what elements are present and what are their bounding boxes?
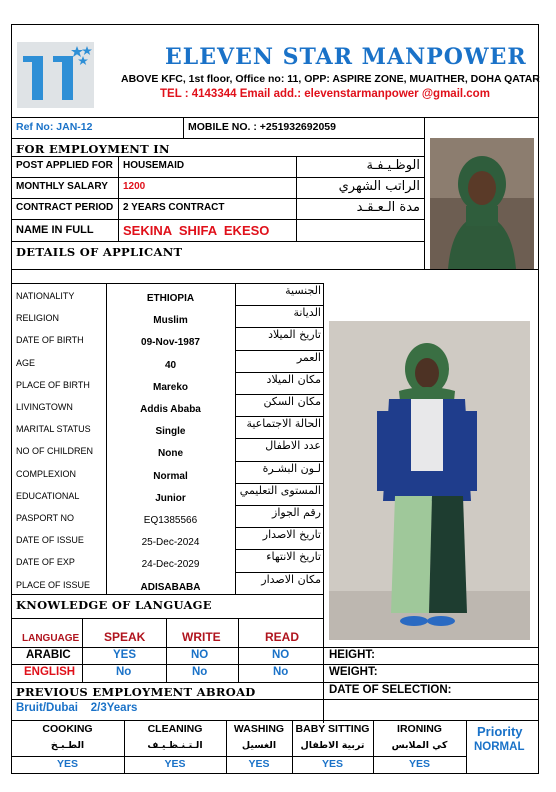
employment-row-arabic: الراتب الشهري: [338, 179, 420, 194]
height-label: HEIGHT:: [329, 649, 375, 661]
detail-row-arabic: الحالة الاجتماعية: [246, 417, 321, 431]
skill-name-arabic: الطـبـخ: [50, 740, 85, 751]
company-address: ABOVE KFC, 1st floor, Office no: 11, OPP: ASPIRE ZONE, MUAITHER, DOHA QATAR: [121, 73, 540, 85]
skill-value: YES: [408, 758, 430, 770]
detail-row-value: Single: [155, 426, 186, 438]
skill-value: YES: [56, 758, 78, 770]
employment-row-label: CONTRACT PERIOD: [16, 202, 114, 213]
skill-name: COOKING: [42, 723, 93, 735]
detail-row-arabic: المستوى التعليمي: [239, 483, 321, 497]
language-header-speak: SPEAK: [104, 630, 146, 644]
applicant-portrait-photo: [430, 138, 534, 269]
ref-label: Ref No: JAN-12: [16, 121, 93, 133]
employment-row-arabic: مدة الـعـقـد: [356, 200, 420, 215]
skill-name: IRONING: [397, 723, 442, 735]
name-value: SEKINA SHIFA EKESO: [123, 223, 270, 238]
priority-value: NORMAL: [474, 741, 525, 753]
language-header-read: READ: [265, 630, 300, 644]
arabic-write: NO: [191, 649, 209, 661]
detail-row-arabic: العمر: [296, 350, 321, 364]
previous-employment-value: Bruit/Dubai 2/3Years: [16, 702, 138, 714]
detail-row-arabic: عدد الاطفال: [265, 439, 321, 453]
detail-row-arabic: مكان السكن: [263, 395, 321, 408]
arabic-speak: YES: [113, 649, 137, 661]
detail-row-arabic: تاريخ الاصدار: [262, 528, 321, 542]
ref-value: JAN-12: [56, 121, 93, 133]
detail-row-label: LIVINGTOWN: [16, 402, 73, 412]
detail-row-value: Muslim: [153, 315, 188, 327]
detail-row-label: PLACE OF BIRTH: [16, 379, 90, 390]
detail-row-label: DATE OF BIRTH: [16, 335, 84, 346]
employment-row-value: 1200: [123, 181, 146, 192]
employment-row-arabic: الوظـيـفـة: [366, 158, 420, 173]
detail-row-value: ADISABABA: [140, 581, 201, 593]
name-label: NAME IN FULL: [16, 224, 94, 236]
detail-row-arabic: لـون البشـرة: [262, 461, 321, 475]
eleven-stars-logo-icon: [17, 42, 94, 108]
detail-row-value: None: [158, 448, 183, 460]
detail-row-arabic: تاريخ الميلاد: [268, 328, 321, 342]
detail-row-label: RELIGION: [16, 313, 60, 324]
employment-section-title: FOR EMPLOYMENT IN: [16, 142, 170, 156]
company-name: ELEVEN STAR MANPOWER: [165, 44, 527, 70]
skill-name: BABY SITTING: [295, 723, 370, 735]
company-contact: TEL : 4143344 Email add.: elevenstarmanpower @gmail.com: [160, 88, 490, 100]
detail-row-label: DATE OF EXP: [16, 557, 75, 568]
skill-value: YES: [321, 758, 343, 770]
employment-row-value: HOUSEMAID: [123, 160, 185, 171]
detail-row-arabic: مكان الاصدار: [261, 572, 321, 586]
company-logo: [17, 42, 94, 108]
detail-row-label: DATE OF ISSUE: [16, 535, 84, 546]
skill-name-arabic: الغسيل: [241, 740, 277, 751]
detail-row-arabic: مكان الميلاد: [266, 372, 321, 386]
language-english: ENGLISH: [24, 666, 76, 678]
priority-label: Priority: [477, 724, 523, 739]
arabic-read: NO: [272, 649, 290, 661]
detail-row-value: Addis Ababa: [140, 404, 201, 415]
detail-row-arabic: رقم الجواز: [272, 506, 321, 519]
detail-row-value: Mareko: [152, 381, 188, 393]
skill-name-arabic: الـتـنـظـيـف: [147, 740, 203, 751]
detail-row-value: Junior: [155, 492, 186, 504]
detail-row-value: ETHIOPIA: [146, 293, 195, 304]
detail-row-label: NATIONALITY: [16, 291, 75, 301]
employment-row-value: 2 YEARS CONTRACT: [123, 202, 225, 213]
skill-name: WASHING: [233, 723, 285, 735]
detail-row-value: 25-Dec-2024: [141, 537, 200, 549]
date-of-selection-label: DATE OF SELECTION:: [329, 684, 452, 696]
english-speak: No: [116, 666, 132, 678]
detail-row-arabic: الديانة: [293, 306, 321, 320]
skill-name-arabic: تربية الاطفال: [300, 740, 365, 751]
language-header-language: LANGUAGE: [22, 633, 80, 644]
detail-row-value: 24-Dec-2029: [141, 559, 200, 571]
detail-row-value: Normal: [153, 470, 188, 482]
employment-row-label: POST APPLIED FOR: [16, 160, 113, 171]
detail-row-label: MARITAL STATUS: [16, 424, 91, 435]
detail-row-label: NO OF CHILDREN: [16, 446, 94, 457]
skill-value: YES: [164, 758, 186, 770]
applicant-full-body-photo: [329, 321, 530, 640]
detail-row-label: EDUCATIONAL: [16, 490, 80, 501]
english-read: No: [273, 666, 289, 678]
english-write: No: [192, 666, 208, 678]
detail-row-value: 40: [164, 359, 177, 371]
detail-row-value: 09-Nov-1987: [141, 337, 200, 349]
detail-row-label: PASPORT NO: [16, 513, 75, 523]
detail-row-label: AGE: [16, 357, 36, 368]
skill-name-arabic: كي الملابس: [391, 740, 448, 751]
mobile-value: +251932692059: [259, 121, 336, 133]
detail-row-arabic: الجنسية: [285, 284, 321, 297]
employment-row-label: MONTHLY SALARY: [16, 181, 108, 192]
mobile-label: MOBILE NO. : +251932692059: [188, 121, 336, 133]
language-section-title: KNOWLEDGE OF LANGUAGE: [16, 598, 212, 612]
language-arabic: ARABIC: [26, 649, 71, 661]
weight-label: WEIGHT:: [329, 666, 378, 678]
language-header-write: WRITE: [182, 630, 221, 644]
detail-row-arabic: تاريخ الانتهاء: [266, 550, 321, 564]
detail-row-label: PLACE OF ISSUE: [16, 579, 91, 590]
detail-row-label: COMPLEXION: [16, 468, 77, 479]
skill-name: CLEANING: [147, 723, 203, 735]
previous-employment-title: PREVIOUS EMPLOYMENT ABROAD: [16, 685, 256, 699]
details-section-title: DETAILS OF APPLICANT: [16, 245, 183, 259]
detail-row-value: EQ1385566: [143, 515, 198, 526]
skill-value: YES: [248, 758, 270, 770]
